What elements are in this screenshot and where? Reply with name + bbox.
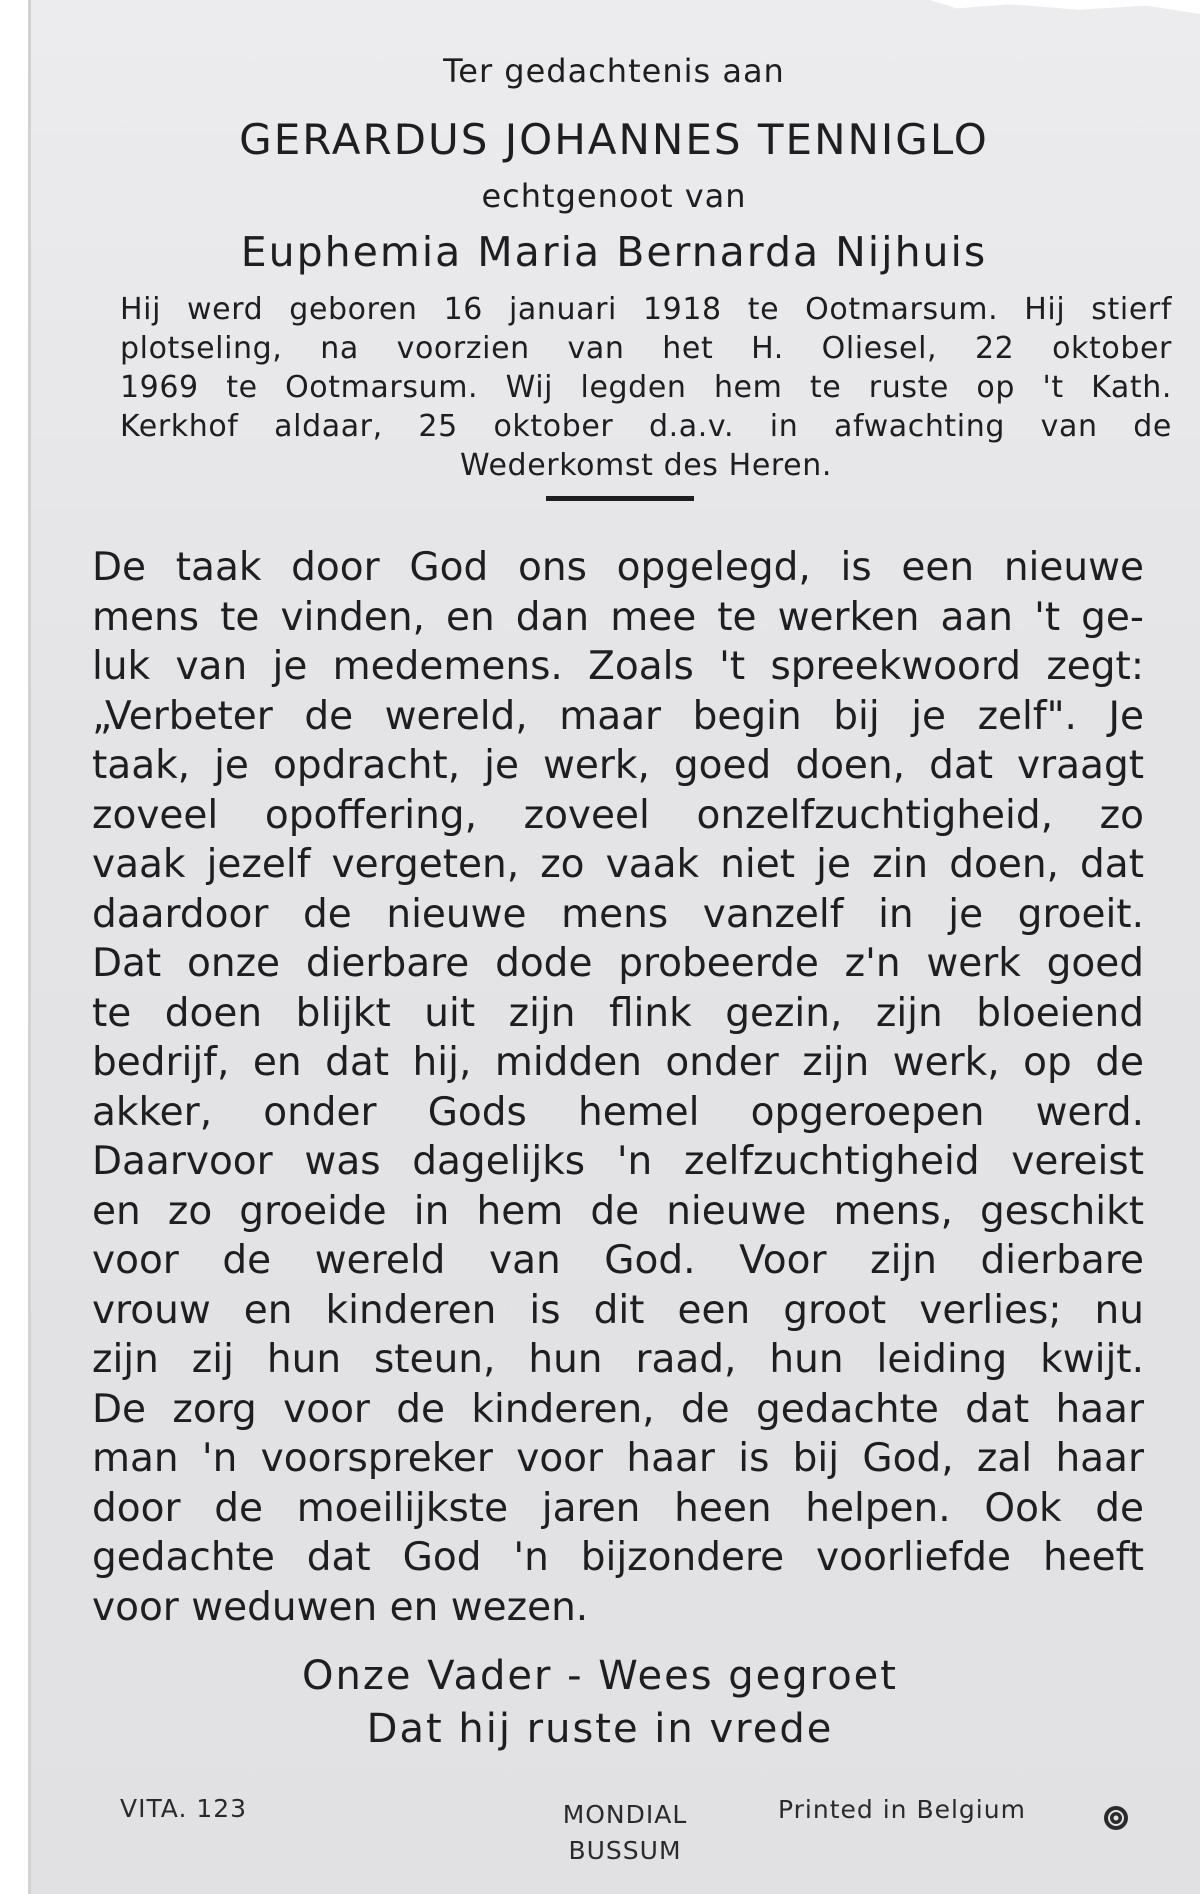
text-line: Daarvoor was dagelijks 'n zelfzuchtigheid vereist <box>92 1139 1144 1184</box>
text-line: akker, onder Gods hemel opgeroepen werd. <box>92 1089 1144 1135</box>
text-line: voor weduwen en wezen. <box>92 1584 589 1630</box>
text-line: bedrijf, en dat hij, midden onder zijn werk, op de <box>92 1040 1144 1085</box>
prayer-line-1: Onze Vader - Wees gegroet <box>302 1653 898 1699</box>
deceased-name: GERARDUS JOHANNES TENNIGLO <box>239 115 989 164</box>
torn-corner <box>930 0 1200 14</box>
publisher <box>540 1797 710 1869</box>
printer-emblem-icon <box>1102 1804 1130 1832</box>
publisher-name: MONDIAL <box>562 1800 688 1829</box>
prayer-line-2: Dat hij ruste in vrede <box>366 1706 834 1752</box>
text-line: De taak door God ons opgelegd, is een nieuwe <box>92 545 1144 590</box>
text-line: De zorg voor de kinderen, de gedachte dat haar <box>92 1386 1144 1432</box>
text-line: vrouw en kinderen is dit een groot verlies; nu <box>92 1287 1144 1333</box>
text-line: luk van je medemens. Zoals 't spreekwoord zegt: <box>92 644 1144 689</box>
biographical-details <box>120 290 1172 485</box>
text-line: mens te vinden, en dan mee te werken aan 't ge- <box>92 594 1144 640</box>
text-line: te doen blijkt uit zijn flink gezin, zijn bloeiend <box>92 990 1144 1036</box>
text-line: man 'n voorspreker voor haar is bij God, zal haar <box>92 1436 1144 1481</box>
spouse-name: Euphemia Maria Bernarda Nijhuis <box>240 228 988 276</box>
text-line: voor de wereld van God. Voor zijn dierbare <box>92 1238 1144 1283</box>
text-line: en zo groeide in hem de nieuwe mens, geschikt <box>92 1188 1144 1234</box>
details-line: Hij werd geboren 16 januari 1918 te Ootmarsum. Hij stierf <box>120 292 1172 327</box>
spouse-label: echtgenoot van <box>481 177 747 215</box>
intro-line: Ter gedachtenis aan <box>443 52 785 90</box>
text-line: daardoor de nieuwe mens vanzelf in je groeit. <box>92 891 1144 937</box>
card-code: VITA. 123 <box>120 1794 248 1823</box>
details-line: plotseling, na voorzien van het H. Oliesel, 22 oktober <box>120 331 1172 366</box>
details-line: Wederkomst des Heren. <box>460 448 832 483</box>
text-line: „Verbeter de wereld, maar begin bij je zelf". Je <box>92 693 1144 739</box>
printed-in: Printed in Belgium <box>778 1795 1026 1824</box>
text-line: zijn zij hun steun, hun raad, hun leiding kwijt. <box>92 1337 1144 1382</box>
text-line: gedachte dat God 'n bijzondere voorliefde heeft <box>92 1535 1144 1580</box>
text-line: vaak jezelf vergeten, zo vaak niet je zin doen, dat <box>92 842 1144 887</box>
section-divider <box>546 496 694 501</box>
text-line: door de moeilijkste jaren heen helpen. Ook de <box>92 1485 1144 1531</box>
text-line: Dat onze dierbare dode probeerde z'n werk goed <box>92 941 1144 986</box>
memorial-text <box>92 543 1144 1632</box>
details-line: Kerkhof aldaar, 25 oktober d.a.v. in afwachting van de <box>120 409 1172 444</box>
publisher-city: BUSSUM <box>568 1836 682 1865</box>
text-line: zoveel opoffering, zoveel onzelfzuchtigheid, zo <box>92 792 1144 838</box>
details-line: 1969 te Ootmarsum. Wij legden hem te ruste op 't Kath. <box>120 370 1172 405</box>
text-line: taak, je opdracht, je werk, goed doen, dat vraagt <box>92 743 1144 788</box>
